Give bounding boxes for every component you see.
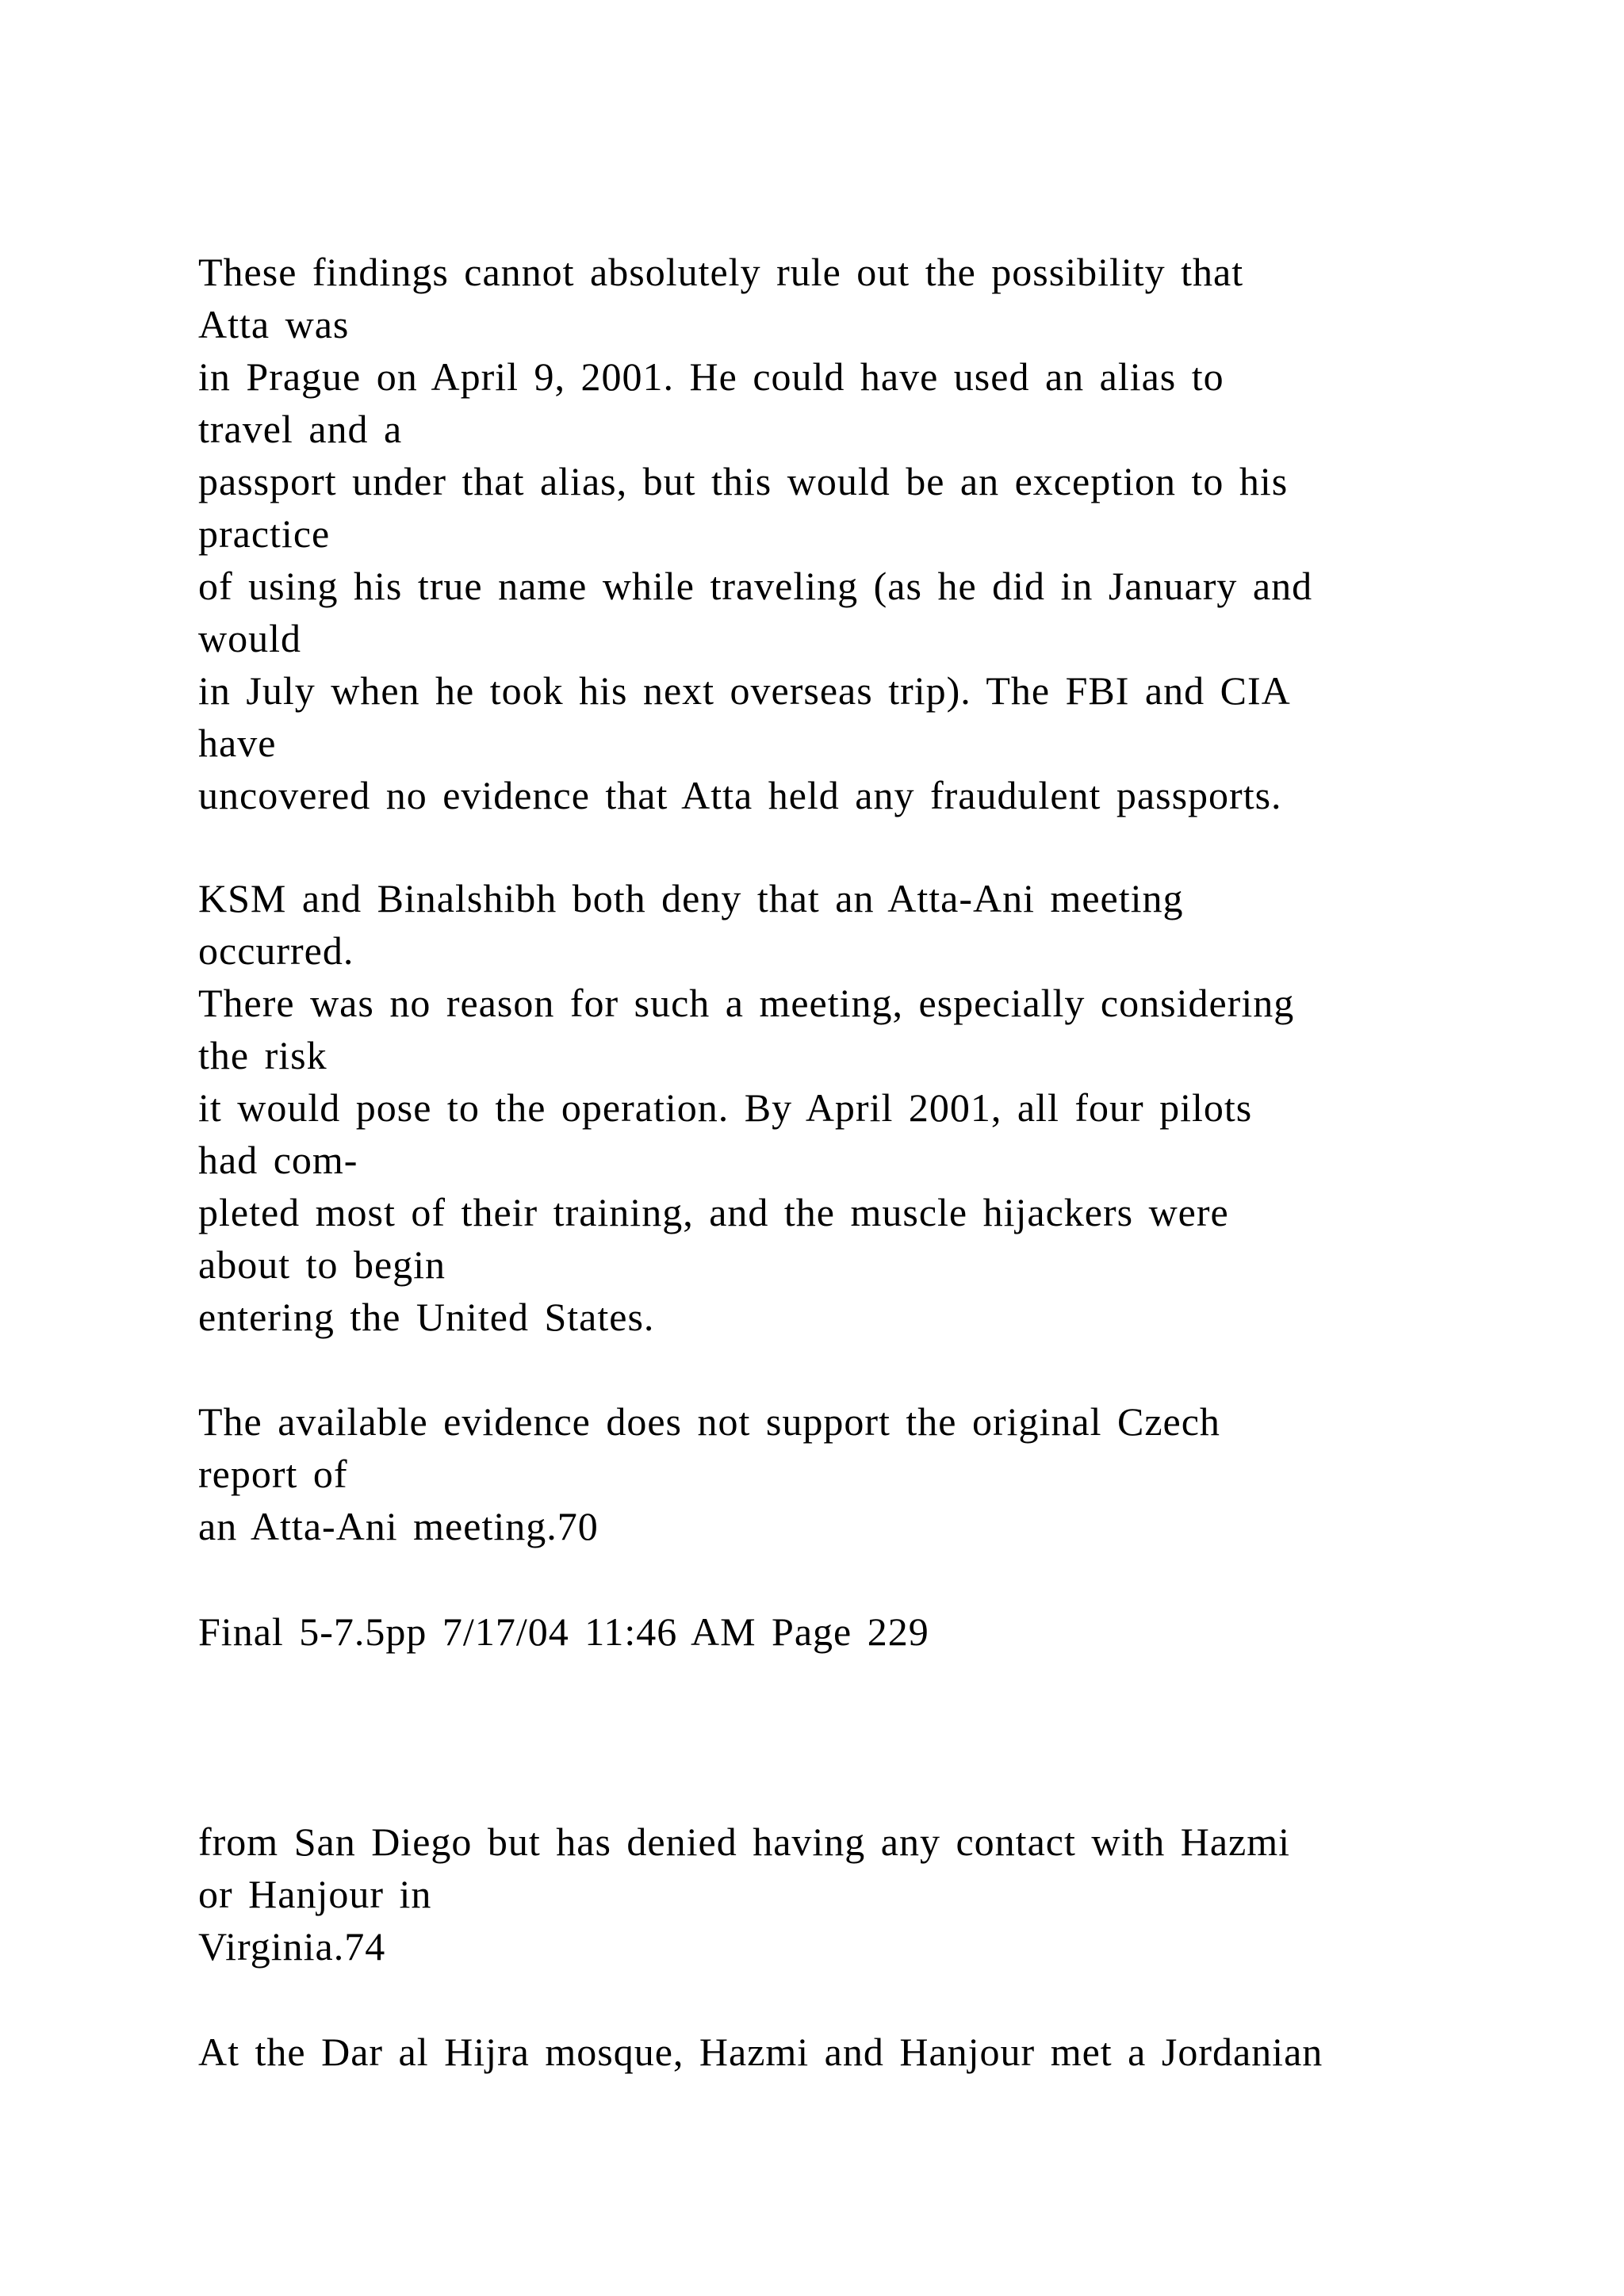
paragraph-ksm-binalshibh — [198, 872, 1467, 1343]
text-line: about to begin — [198, 1242, 446, 1287]
text-line: would — [198, 616, 301, 660]
text-line: it would pose to the operation. By April 2001, all four pilots — [198, 1085, 1253, 1130]
text-line: of using his true name while traveling (as he did in January and — [198, 564, 1313, 608]
paragraph-san-diego — [198, 1816, 1467, 1973]
text-line: At the Dar al Hijra mosque, Hazmi and Hanjour met a Jordanian — [198, 2030, 1323, 2074]
page-footer — [198, 1605, 1467, 1658]
text-line: These findings cannot absolutely rule out the possibility that — [198, 250, 1244, 294]
text-line: KSM and Binalshibh both deny that an Atta-Ani meeting — [198, 876, 1184, 920]
text-line: Virginia.74 — [198, 1924, 386, 1969]
text-line: occurred. — [198, 928, 354, 973]
text-line: from San Diego but has denied having any contact with Hazmi — [198, 1820, 1291, 1864]
text-line: in Prague on April 9, 2001. He could have used an alias to — [198, 354, 1224, 399]
paragraph-dar-al-hijra — [198, 2026, 1467, 2078]
text-line: travel and a — [198, 407, 403, 451]
text-line: entering the United States. — [198, 1295, 655, 1339]
text-line: had com- — [198, 1138, 358, 1182]
text-line: Atta was — [198, 302, 350, 346]
text-line: passport under that alias, but this would be an exception to his — [198, 459, 1289, 503]
text-line: The available evidence does not support the original Czech — [198, 1399, 1220, 1444]
text-line: report of — [198, 1452, 348, 1496]
paragraph-atta-prague — [198, 246, 1467, 821]
text-line: in July when he took his next overseas trip). The FBI and CIA — [198, 668, 1291, 713]
paragraph-czech-report — [198, 1395, 1467, 1552]
text-line: There was no reason for such a meeting, especially considering — [198, 981, 1295, 1025]
text-line: the risk — [198, 1033, 327, 1077]
text-line: have — [198, 721, 277, 765]
text-line: an Atta-Ani meeting.70 — [198, 1504, 599, 1548]
text-line: uncovered no evidence that Atta held any fraudulent passports. — [198, 773, 1282, 817]
footer-line: Final 5-7.5pp 7/17/04 11:46 AM Page 229 — [198, 1609, 929, 1654]
text-line: or Hanjour in — [198, 1872, 432, 1916]
text-line: practice — [198, 511, 331, 556]
text-line: pleted most of their training, and the muscle hijackers were — [198, 1190, 1229, 1234]
